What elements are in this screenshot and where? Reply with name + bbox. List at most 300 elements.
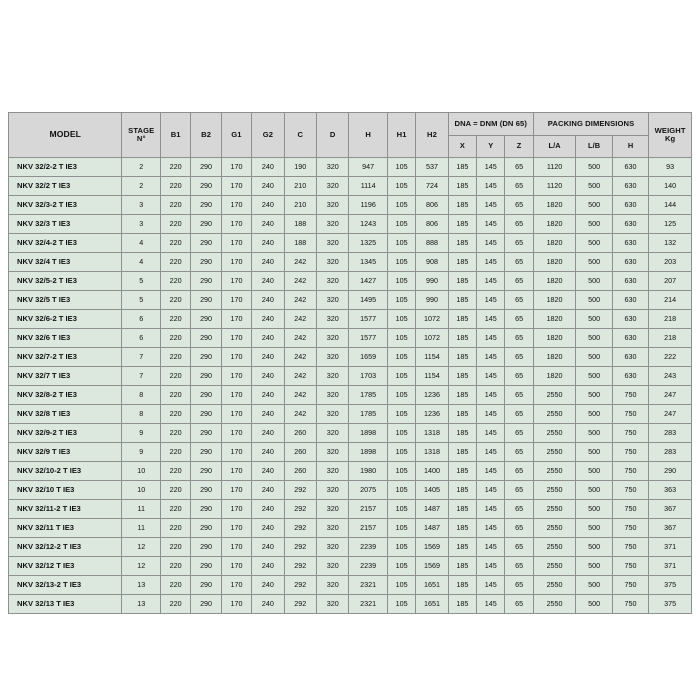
- cell-stage: 7: [122, 348, 161, 367]
- cell-b1: 220: [160, 481, 190, 500]
- cell-h2: 908: [416, 253, 448, 272]
- cell-hh: 750: [612, 443, 648, 462]
- cell-weight: 290: [649, 462, 692, 481]
- cell-d: 320: [317, 519, 349, 538]
- table-row: [9, 291, 692, 310]
- cell-z: 65: [505, 215, 533, 234]
- cell-h: 1785: [349, 386, 388, 405]
- cell-c: 292: [284, 500, 316, 519]
- cell-stage: 10: [122, 481, 161, 500]
- table-row: [9, 253, 692, 272]
- cell-weight: 203: [649, 253, 692, 272]
- table-row: [9, 329, 692, 348]
- column-header-g2: G2: [252, 113, 284, 158]
- cell-z: 65: [505, 443, 533, 462]
- cell-h: 1577: [349, 310, 388, 329]
- cell-x: 185: [448, 462, 476, 481]
- cell-y: 145: [477, 481, 505, 500]
- cell-b2: 290: [191, 538, 221, 557]
- cell-h: 1898: [349, 443, 388, 462]
- cell-stage: 2: [122, 158, 161, 177]
- cell-d: 320: [317, 253, 349, 272]
- table-row: [9, 557, 692, 576]
- cell-z: 65: [505, 538, 533, 557]
- cell-h1: 105: [387, 538, 415, 557]
- table-body: [9, 158, 692, 614]
- cell-stage: 4: [122, 253, 161, 272]
- cell-g1: 170: [221, 158, 251, 177]
- cell-x: 185: [448, 538, 476, 557]
- cell-b2: 290: [191, 177, 221, 196]
- cell-y: 145: [477, 329, 505, 348]
- cell-b1: 220: [160, 405, 190, 424]
- column-header-packing-h: H: [612, 135, 648, 158]
- cell-b1: 220: [160, 177, 190, 196]
- cell-z: 65: [505, 424, 533, 443]
- cell-d: 320: [317, 386, 349, 405]
- cell-model: NKV 32/6 T IE3: [9, 329, 122, 348]
- cell-la: 2550: [533, 443, 576, 462]
- cell-z: 65: [505, 158, 533, 177]
- cell-z: 65: [505, 462, 533, 481]
- cell-b1: 220: [160, 196, 190, 215]
- cell-b1: 220: [160, 253, 190, 272]
- cell-stage: 13: [122, 576, 161, 595]
- cell-b2: 290: [191, 443, 221, 462]
- cell-stage: 11: [122, 500, 161, 519]
- column-header-lb: L/B: [576, 135, 612, 158]
- column-header-model: MODEL: [9, 113, 122, 158]
- cell-weight: 93: [649, 158, 692, 177]
- cell-stage: 6: [122, 310, 161, 329]
- cell-x: 185: [448, 386, 476, 405]
- cell-hh: 630: [612, 215, 648, 234]
- cell-lb: 500: [576, 386, 612, 405]
- table-row: [9, 481, 692, 500]
- cell-b2: 290: [191, 310, 221, 329]
- cell-g1: 170: [221, 253, 251, 272]
- cell-weight: 243: [649, 367, 692, 386]
- cell-lb: 500: [576, 519, 612, 538]
- cell-c: 260: [284, 424, 316, 443]
- cell-h2: 1154: [416, 348, 448, 367]
- cell-stage: 12: [122, 557, 161, 576]
- cell-h1: 105: [387, 481, 415, 500]
- cell-x: 185: [448, 557, 476, 576]
- cell-weight: 218: [649, 329, 692, 348]
- cell-g1: 170: [221, 595, 251, 614]
- cell-z: 65: [505, 405, 533, 424]
- cell-d: 320: [317, 291, 349, 310]
- cell-b1: 220: [160, 367, 190, 386]
- cell-weight: 283: [649, 424, 692, 443]
- cell-h2: 1236: [416, 405, 448, 424]
- cell-lb: 500: [576, 367, 612, 386]
- cell-d: 320: [317, 462, 349, 481]
- cell-lb: 500: [576, 291, 612, 310]
- cell-lb: 500: [576, 557, 612, 576]
- table-row: [9, 462, 692, 481]
- cell-g2: 240: [252, 234, 284, 253]
- cell-model: NKV 32/5-2 T IE3: [9, 272, 122, 291]
- cell-h2: 1236: [416, 386, 448, 405]
- cell-b2: 290: [191, 595, 221, 614]
- column-header-weight-line1: WEIGHT: [654, 125, 686, 135]
- cell-model: NKV 32/10 T IE3: [9, 481, 122, 500]
- cell-la: 1820: [533, 196, 576, 215]
- cell-weight: 132: [649, 234, 692, 253]
- cell-b2: 290: [191, 462, 221, 481]
- cell-hh: 750: [612, 538, 648, 557]
- cell-weight: 375: [649, 595, 692, 614]
- cell-model: NKV 32/5 T IE3: [9, 291, 122, 310]
- cell-model: NKV 32/9-2 T IE3: [9, 424, 122, 443]
- cell-h1: 105: [387, 386, 415, 405]
- cell-h2: 1569: [416, 538, 448, 557]
- cell-b2: 290: [191, 500, 221, 519]
- cell-h1: 105: [387, 367, 415, 386]
- cell-h1: 105: [387, 443, 415, 462]
- cell-hh: 750: [612, 557, 648, 576]
- cell-la: 1820: [533, 367, 576, 386]
- cell-lb: 500: [576, 500, 612, 519]
- cell-y: 145: [477, 424, 505, 443]
- cell-h2: 1487: [416, 500, 448, 519]
- cell-x: 185: [448, 310, 476, 329]
- cell-model: NKV 32/7-2 T IE3: [9, 348, 122, 367]
- cell-d: 320: [317, 557, 349, 576]
- cell-c: 292: [284, 481, 316, 500]
- cell-h2: 724: [416, 177, 448, 196]
- cell-x: 185: [448, 291, 476, 310]
- cell-x: 185: [448, 158, 476, 177]
- cell-hh: 630: [612, 291, 648, 310]
- column-header-weight-line2: Kg: [664, 134, 676, 143]
- cell-h: 2239: [349, 538, 388, 557]
- column-group-header-packing-dimensions: PACKING DIMENSIONS: [533, 113, 648, 136]
- column-header-stage-line2: N°: [136, 134, 146, 143]
- cell-model: NKV 32/4-2 T IE3: [9, 234, 122, 253]
- cell-h1: 105: [387, 595, 415, 614]
- cell-la: 2550: [533, 405, 576, 424]
- cell-lb: 500: [576, 462, 612, 481]
- cell-c: 292: [284, 576, 316, 595]
- table-row: [9, 234, 692, 253]
- cell-y: 145: [477, 310, 505, 329]
- cell-h: 1980: [349, 462, 388, 481]
- cell-c: 188: [284, 215, 316, 234]
- cell-h1: 105: [387, 405, 415, 424]
- cell-b1: 220: [160, 291, 190, 310]
- cell-h2: 537: [416, 158, 448, 177]
- cell-g2: 240: [252, 367, 284, 386]
- table-header: [9, 113, 692, 158]
- cell-h: 1427: [349, 272, 388, 291]
- cell-g2: 240: [252, 348, 284, 367]
- cell-c: 242: [284, 310, 316, 329]
- cell-d: 320: [317, 481, 349, 500]
- cell-h: 2239: [349, 557, 388, 576]
- cell-stage: 5: [122, 272, 161, 291]
- cell-b2: 290: [191, 196, 221, 215]
- cell-h2: 1405: [416, 481, 448, 500]
- cell-g1: 170: [221, 519, 251, 538]
- column-header-b2: B2: [191, 113, 221, 158]
- cell-d: 320: [317, 272, 349, 291]
- cell-d: 320: [317, 500, 349, 519]
- table-row: [9, 367, 692, 386]
- cell-h2: 1651: [416, 595, 448, 614]
- cell-h: 2321: [349, 595, 388, 614]
- cell-y: 145: [477, 557, 505, 576]
- column-header-h: H: [349, 113, 388, 158]
- cell-stage: 9: [122, 443, 161, 462]
- table-row: [9, 215, 692, 234]
- cell-g2: 240: [252, 595, 284, 614]
- cell-h1: 105: [387, 291, 415, 310]
- cell-y: 145: [477, 196, 505, 215]
- cell-x: 185: [448, 367, 476, 386]
- table-row: [9, 443, 692, 462]
- cell-z: 65: [505, 310, 533, 329]
- cell-weight: 207: [649, 272, 692, 291]
- cell-d: 320: [317, 310, 349, 329]
- cell-h1: 105: [387, 500, 415, 519]
- cell-la: 1820: [533, 291, 576, 310]
- cell-hh: 750: [612, 595, 648, 614]
- cell-h: 1325: [349, 234, 388, 253]
- cell-c: 210: [284, 177, 316, 196]
- cell-h2: 990: [416, 291, 448, 310]
- column-header-h2: H2: [416, 113, 448, 158]
- cell-d: 320: [317, 405, 349, 424]
- cell-x: 185: [448, 234, 476, 253]
- table-row: [9, 272, 692, 291]
- cell-h: 2157: [349, 500, 388, 519]
- cell-weight: 125: [649, 215, 692, 234]
- cell-g1: 170: [221, 291, 251, 310]
- cell-g2: 240: [252, 481, 284, 500]
- cell-b1: 220: [160, 329, 190, 348]
- cell-weight: 222: [649, 348, 692, 367]
- cell-g2: 240: [252, 538, 284, 557]
- cell-lb: 500: [576, 576, 612, 595]
- cell-d: 320: [317, 196, 349, 215]
- cell-g1: 170: [221, 443, 251, 462]
- cell-stage: 3: [122, 196, 161, 215]
- cell-x: 185: [448, 443, 476, 462]
- cell-y: 145: [477, 538, 505, 557]
- cell-h1: 105: [387, 234, 415, 253]
- cell-weight: 214: [649, 291, 692, 310]
- cell-model: NKV 32/12-2 T IE3: [9, 538, 122, 557]
- cell-b2: 290: [191, 405, 221, 424]
- table-row: [9, 595, 692, 614]
- table-row: [9, 158, 692, 177]
- cell-x: 185: [448, 215, 476, 234]
- cell-d: 320: [317, 576, 349, 595]
- cell-la: 1820: [533, 215, 576, 234]
- cell-c: 292: [284, 595, 316, 614]
- pump-specification-table: [8, 112, 692, 614]
- cell-hh: 750: [612, 424, 648, 443]
- cell-lb: 500: [576, 348, 612, 367]
- cell-lb: 500: [576, 405, 612, 424]
- cell-lb: 500: [576, 595, 612, 614]
- cell-z: 65: [505, 291, 533, 310]
- cell-h2: 1487: [416, 519, 448, 538]
- cell-g1: 170: [221, 538, 251, 557]
- cell-g1: 170: [221, 576, 251, 595]
- cell-g2: 240: [252, 519, 284, 538]
- cell-h1: 105: [387, 196, 415, 215]
- cell-h: 1659: [349, 348, 388, 367]
- column-header-stage-line1: STAGE: [128, 125, 155, 135]
- table-row: [9, 405, 692, 424]
- cell-hh: 750: [612, 462, 648, 481]
- cell-la: 1820: [533, 310, 576, 329]
- cell-stage: 11: [122, 519, 161, 538]
- cell-h2: 806: [416, 196, 448, 215]
- cell-c: 242: [284, 405, 316, 424]
- cell-x: 185: [448, 519, 476, 538]
- cell-g1: 170: [221, 386, 251, 405]
- cell-b2: 290: [191, 329, 221, 348]
- cell-h1: 105: [387, 158, 415, 177]
- cell-la: 1820: [533, 272, 576, 291]
- cell-la: 2550: [533, 557, 576, 576]
- cell-x: 185: [448, 595, 476, 614]
- cell-g2: 240: [252, 272, 284, 291]
- table-row: [9, 348, 692, 367]
- cell-model: NKV 32/10-2 T IE3: [9, 462, 122, 481]
- cell-h: 1196: [349, 196, 388, 215]
- cell-g1: 170: [221, 310, 251, 329]
- cell-h: 1243: [349, 215, 388, 234]
- table-header-row-group: [9, 113, 692, 136]
- cell-la: 1820: [533, 234, 576, 253]
- cell-y: 145: [477, 443, 505, 462]
- cell-weight: 371: [649, 538, 692, 557]
- cell-b1: 220: [160, 348, 190, 367]
- cell-g1: 170: [221, 177, 251, 196]
- cell-y: 145: [477, 177, 505, 196]
- cell-model: NKV 32/6-2 T IE3: [9, 310, 122, 329]
- cell-hh: 630: [612, 329, 648, 348]
- cell-hh: 630: [612, 234, 648, 253]
- cell-stage: 4: [122, 234, 161, 253]
- cell-c: 242: [284, 348, 316, 367]
- cell-model: NKV 32/12 T IE3: [9, 557, 122, 576]
- cell-model: NKV 32/11-2 T IE3: [9, 500, 122, 519]
- cell-lb: 500: [576, 234, 612, 253]
- cell-lb: 500: [576, 443, 612, 462]
- cell-h1: 105: [387, 557, 415, 576]
- cell-y: 145: [477, 405, 505, 424]
- cell-y: 145: [477, 519, 505, 538]
- cell-g2: 240: [252, 253, 284, 272]
- cell-g1: 170: [221, 557, 251, 576]
- cell-h2: 1651: [416, 576, 448, 595]
- cell-b1: 220: [160, 158, 190, 177]
- cell-g2: 240: [252, 196, 284, 215]
- cell-lb: 500: [576, 538, 612, 557]
- cell-b1: 220: [160, 519, 190, 538]
- table-row: [9, 310, 692, 329]
- cell-b2: 290: [191, 234, 221, 253]
- cell-stage: 8: [122, 386, 161, 405]
- cell-model: NKV 32/2 T IE3: [9, 177, 122, 196]
- cell-z: 65: [505, 234, 533, 253]
- cell-lb: 500: [576, 272, 612, 291]
- cell-z: 65: [505, 386, 533, 405]
- cell-model: NKV 32/13 T IE3: [9, 595, 122, 614]
- cell-lb: 500: [576, 310, 612, 329]
- cell-weight: 375: [649, 576, 692, 595]
- table-row: [9, 500, 692, 519]
- cell-g2: 240: [252, 500, 284, 519]
- cell-model: NKV 32/8 T IE3: [9, 405, 122, 424]
- cell-g2: 240: [252, 576, 284, 595]
- cell-b2: 290: [191, 348, 221, 367]
- cell-stage: 5: [122, 291, 161, 310]
- cell-stage: 3: [122, 215, 161, 234]
- table-row: [9, 538, 692, 557]
- cell-stage: 6: [122, 329, 161, 348]
- cell-la: 2550: [533, 576, 576, 595]
- cell-x: 185: [448, 272, 476, 291]
- cell-stage: 9: [122, 424, 161, 443]
- cell-stage: 7: [122, 367, 161, 386]
- cell-hh: 630: [612, 177, 648, 196]
- cell-y: 145: [477, 291, 505, 310]
- cell-g1: 170: [221, 462, 251, 481]
- cell-y: 145: [477, 367, 505, 386]
- column-header-y: Y: [477, 135, 505, 158]
- cell-g1: 170: [221, 215, 251, 234]
- cell-y: 145: [477, 595, 505, 614]
- cell-g2: 240: [252, 158, 284, 177]
- cell-h1: 105: [387, 177, 415, 196]
- table-row: [9, 576, 692, 595]
- cell-stage: 2: [122, 177, 161, 196]
- cell-d: 320: [317, 158, 349, 177]
- cell-z: 65: [505, 595, 533, 614]
- cell-b2: 290: [191, 291, 221, 310]
- cell-c: 242: [284, 253, 316, 272]
- column-header-d: D: [317, 113, 349, 158]
- cell-h1: 105: [387, 253, 415, 272]
- cell-x: 185: [448, 481, 476, 500]
- cell-y: 145: [477, 576, 505, 595]
- cell-b2: 290: [191, 272, 221, 291]
- cell-weight: 371: [649, 557, 692, 576]
- cell-g2: 240: [252, 424, 284, 443]
- cell-z: 65: [505, 253, 533, 272]
- cell-hh: 630: [612, 158, 648, 177]
- cell-d: 320: [317, 443, 349, 462]
- cell-weight: 218: [649, 310, 692, 329]
- cell-weight: 283: [649, 443, 692, 462]
- cell-x: 185: [448, 576, 476, 595]
- cell-lb: 500: [576, 196, 612, 215]
- cell-b1: 220: [160, 310, 190, 329]
- cell-h1: 105: [387, 329, 415, 348]
- cell-x: 185: [448, 500, 476, 519]
- cell-h1: 105: [387, 310, 415, 329]
- cell-weight: 367: [649, 500, 692, 519]
- cell-c: 242: [284, 272, 316, 291]
